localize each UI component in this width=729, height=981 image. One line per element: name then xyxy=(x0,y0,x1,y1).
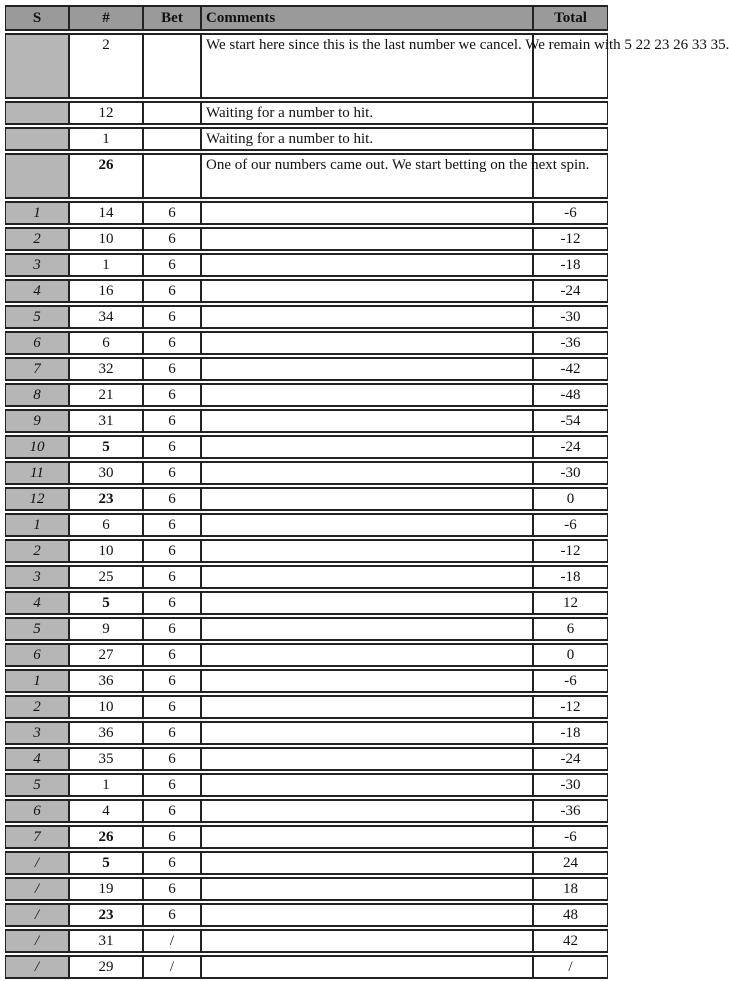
number-cell: 32 xyxy=(69,357,143,381)
total-cell: -6 xyxy=(533,825,608,849)
comment-cell xyxy=(201,279,533,303)
total-cell: / xyxy=(533,955,608,979)
roulette-table xyxy=(5,3,729,981)
comment-cell xyxy=(201,253,533,277)
comment-cell xyxy=(201,799,533,823)
comment-cell xyxy=(201,721,533,745)
step-cell: 4 xyxy=(5,279,69,303)
bet-cell: 6 xyxy=(143,877,201,901)
step-cell xyxy=(5,127,69,151)
total-cell: -36 xyxy=(533,331,608,355)
total-cell: -12 xyxy=(533,227,608,251)
table-row xyxy=(5,101,608,125)
comment-cell xyxy=(201,747,533,771)
total-cell: -18 xyxy=(533,721,608,745)
number-cell: 21 xyxy=(69,383,143,407)
total-cell: 0 xyxy=(533,643,608,667)
bet-cell: 6 xyxy=(143,903,201,927)
number-cell: 31 xyxy=(69,409,143,433)
number-cell: 9 xyxy=(69,617,143,641)
comment-cell: Waiting for a number to hit. xyxy=(201,101,533,125)
table-body xyxy=(5,33,729,979)
step-cell: 1 xyxy=(5,669,69,693)
number-cell: 29 xyxy=(69,955,143,979)
bet-cell: 6 xyxy=(143,383,201,407)
bet-cell: 6 xyxy=(143,253,201,277)
total-cell: -30 xyxy=(533,305,608,329)
table-row xyxy=(5,127,608,151)
step-cell: 5 xyxy=(5,617,69,641)
comment-cell xyxy=(201,851,533,875)
comment-cell xyxy=(201,383,533,407)
bet-cell: 6 xyxy=(143,279,201,303)
step-cell: 3 xyxy=(5,253,69,277)
step-cell: 4 xyxy=(5,591,69,615)
number-cell: 4 xyxy=(69,799,143,823)
table-row xyxy=(5,929,608,953)
total-cell: -42 xyxy=(533,357,608,381)
header-comments: Comments xyxy=(201,5,533,31)
comment-cell: One of our numbers came out. We start betting on the next spin. xyxy=(201,153,533,199)
table-row xyxy=(5,747,608,771)
number-cell: 10 xyxy=(69,539,143,563)
comment-cell xyxy=(201,877,533,901)
table-row xyxy=(5,773,608,797)
number-cell: 12 xyxy=(69,101,143,125)
comment-cell xyxy=(201,825,533,849)
roulette-log-sheet xyxy=(5,3,729,981)
table-row xyxy=(5,565,608,589)
comment-cell xyxy=(201,435,533,459)
bet-cell xyxy=(143,101,201,125)
header-total: Total xyxy=(533,5,608,31)
step-cell: / xyxy=(5,851,69,875)
total-cell: -18 xyxy=(533,253,608,277)
bet-cell: 6 xyxy=(143,695,201,719)
number-cell: 23 xyxy=(69,903,143,927)
step-cell: / xyxy=(5,903,69,927)
bet-cell: 6 xyxy=(143,461,201,485)
bet-cell: 6 xyxy=(143,747,201,771)
comment-cell: We start here since this is the last number we cancel. We remain with 5 22 23 26 33 35. xyxy=(201,33,533,99)
number-cell: 36 xyxy=(69,669,143,693)
total-cell: 24 xyxy=(533,851,608,875)
total-cell: -30 xyxy=(533,773,608,797)
step-cell xyxy=(5,101,69,125)
bet-cell: 6 xyxy=(143,773,201,797)
comment-cell xyxy=(201,617,533,641)
total-cell: 42 xyxy=(533,929,608,953)
step-cell: / xyxy=(5,877,69,901)
table-row xyxy=(5,253,608,277)
bet-cell: 6 xyxy=(143,643,201,667)
comment-cell xyxy=(201,461,533,485)
bet-cell: 6 xyxy=(143,513,201,537)
total-cell: 6 xyxy=(533,617,608,641)
step-cell: 2 xyxy=(5,227,69,251)
number-cell: 5 xyxy=(69,591,143,615)
total-cell: -6 xyxy=(533,513,608,537)
comment-cell xyxy=(201,331,533,355)
bet-cell: 6 xyxy=(143,331,201,355)
table-row xyxy=(5,33,608,99)
table-row xyxy=(5,357,608,381)
step-cell: / xyxy=(5,955,69,979)
step-cell: 11 xyxy=(5,461,69,485)
step-cell: / xyxy=(5,929,69,953)
bet-cell: 6 xyxy=(143,487,201,511)
step-cell: 8 xyxy=(5,383,69,407)
total-cell: 18 xyxy=(533,877,608,901)
header-row xyxy=(5,5,608,31)
bet-cell xyxy=(143,33,201,99)
table-row xyxy=(5,617,608,641)
total-cell: -36 xyxy=(533,799,608,823)
comment-cell xyxy=(201,929,533,953)
comment-cell xyxy=(201,409,533,433)
table-row xyxy=(5,591,608,615)
table-row xyxy=(5,799,608,823)
header-number: # xyxy=(69,5,143,31)
table-row xyxy=(5,435,608,459)
bet-cell: 6 xyxy=(143,201,201,225)
table-row xyxy=(5,643,608,667)
comment-cell xyxy=(201,773,533,797)
table-row xyxy=(5,513,608,537)
table-header xyxy=(5,5,608,31)
header-bet: Bet xyxy=(143,5,201,31)
total-cell: -12 xyxy=(533,539,608,563)
number-cell: 5 xyxy=(69,435,143,459)
number-cell: 10 xyxy=(69,695,143,719)
step-cell: 3 xyxy=(5,721,69,745)
step-cell: 5 xyxy=(5,773,69,797)
total-cell: -30 xyxy=(533,461,608,485)
bet-cell xyxy=(143,127,201,151)
comment-cell xyxy=(201,357,533,381)
table-row xyxy=(5,669,608,693)
total-cell: -54 xyxy=(533,409,608,433)
step-cell: 6 xyxy=(5,331,69,355)
total-cell: -6 xyxy=(533,669,608,693)
step-cell: 1 xyxy=(5,201,69,225)
step-cell: 2 xyxy=(5,695,69,719)
step-cell xyxy=(5,33,69,99)
comment-cell xyxy=(201,305,533,329)
number-cell: 6 xyxy=(69,331,143,355)
number-cell: 31 xyxy=(69,929,143,953)
table-row xyxy=(5,227,608,251)
comment-cell xyxy=(201,487,533,511)
step-cell: 4 xyxy=(5,747,69,771)
total-cell: -12 xyxy=(533,695,608,719)
step-cell: 9 xyxy=(5,409,69,433)
bet-cell: 6 xyxy=(143,539,201,563)
bet-cell: 6 xyxy=(143,591,201,615)
table-row xyxy=(5,877,608,901)
number-cell: 26 xyxy=(69,153,143,199)
number-cell: 16 xyxy=(69,279,143,303)
step-cell xyxy=(5,153,69,199)
number-cell: 1 xyxy=(69,773,143,797)
comment-cell xyxy=(201,591,533,615)
bet-cell: 6 xyxy=(143,565,201,589)
step-cell: 7 xyxy=(5,357,69,381)
table-row xyxy=(5,331,608,355)
table-row xyxy=(5,305,608,329)
table-row xyxy=(5,153,608,199)
table-row xyxy=(5,461,608,485)
comment-cell: Waiting for a number to hit. xyxy=(201,127,533,151)
bet-cell: 6 xyxy=(143,435,201,459)
step-cell: 1 xyxy=(5,513,69,537)
number-cell: 25 xyxy=(69,565,143,589)
comment-cell xyxy=(201,513,533,537)
table-row xyxy=(5,825,608,849)
number-cell: 26 xyxy=(69,825,143,849)
number-cell: 1 xyxy=(69,127,143,151)
comment-cell xyxy=(201,695,533,719)
step-cell: 7 xyxy=(5,825,69,849)
table-row xyxy=(5,201,608,225)
bet-cell: 6 xyxy=(143,799,201,823)
table-row xyxy=(5,487,608,511)
step-cell: 5 xyxy=(5,305,69,329)
comment-cell xyxy=(201,565,533,589)
total-cell xyxy=(533,127,608,151)
number-cell: 14 xyxy=(69,201,143,225)
bet-cell: 6 xyxy=(143,227,201,251)
number-cell: 5 xyxy=(69,851,143,875)
bet-cell: 6 xyxy=(143,305,201,329)
step-cell: 3 xyxy=(5,565,69,589)
step-cell: 2 xyxy=(5,539,69,563)
step-cell: 6 xyxy=(5,643,69,667)
table-row xyxy=(5,721,608,745)
bet-cell: 6 xyxy=(143,409,201,433)
total-cell: -48 xyxy=(533,383,608,407)
comment-cell xyxy=(201,903,533,927)
comment-cell xyxy=(201,227,533,251)
bet-cell: / xyxy=(143,955,201,979)
comment-cell xyxy=(201,643,533,667)
table-row xyxy=(5,383,608,407)
number-cell: 27 xyxy=(69,643,143,667)
total-cell: -6 xyxy=(533,201,608,225)
table-row xyxy=(5,955,608,979)
total-cell: -18 xyxy=(533,565,608,589)
step-cell: 6 xyxy=(5,799,69,823)
number-cell: 34 xyxy=(69,305,143,329)
comment-cell xyxy=(201,955,533,979)
table-row xyxy=(5,279,608,303)
table-row xyxy=(5,851,608,875)
table-row xyxy=(5,539,608,563)
comment-cell xyxy=(201,669,533,693)
header-s: S xyxy=(5,5,69,31)
number-cell: 6 xyxy=(69,513,143,537)
number-cell: 23 xyxy=(69,487,143,511)
bet-cell: 6 xyxy=(143,357,201,381)
number-cell: 35 xyxy=(69,747,143,771)
bet-cell: 6 xyxy=(143,669,201,693)
comment-cell xyxy=(201,539,533,563)
bet-cell xyxy=(143,153,201,199)
table-row xyxy=(5,409,608,433)
number-cell: 30 xyxy=(69,461,143,485)
number-cell: 2 xyxy=(69,33,143,99)
total-cell: 12 xyxy=(533,591,608,615)
total-cell: -24 xyxy=(533,435,608,459)
number-cell: 1 xyxy=(69,253,143,277)
total-cell xyxy=(533,101,608,125)
table-row xyxy=(5,903,608,927)
bet-cell: 6 xyxy=(143,617,201,641)
table-row xyxy=(5,695,608,719)
bet-cell: / xyxy=(143,929,201,953)
number-cell: 19 xyxy=(69,877,143,901)
number-cell: 10 xyxy=(69,227,143,251)
total-cell: -24 xyxy=(533,747,608,771)
comment-cell xyxy=(201,201,533,225)
total-cell: 48 xyxy=(533,903,608,927)
bet-cell: 6 xyxy=(143,721,201,745)
bet-cell: 6 xyxy=(143,825,201,849)
total-cell: -24 xyxy=(533,279,608,303)
bet-cell: 6 xyxy=(143,851,201,875)
total-cell: 0 xyxy=(533,487,608,511)
step-cell: 10 xyxy=(5,435,69,459)
step-cell: 12 xyxy=(5,487,69,511)
number-cell: 36 xyxy=(69,721,143,745)
